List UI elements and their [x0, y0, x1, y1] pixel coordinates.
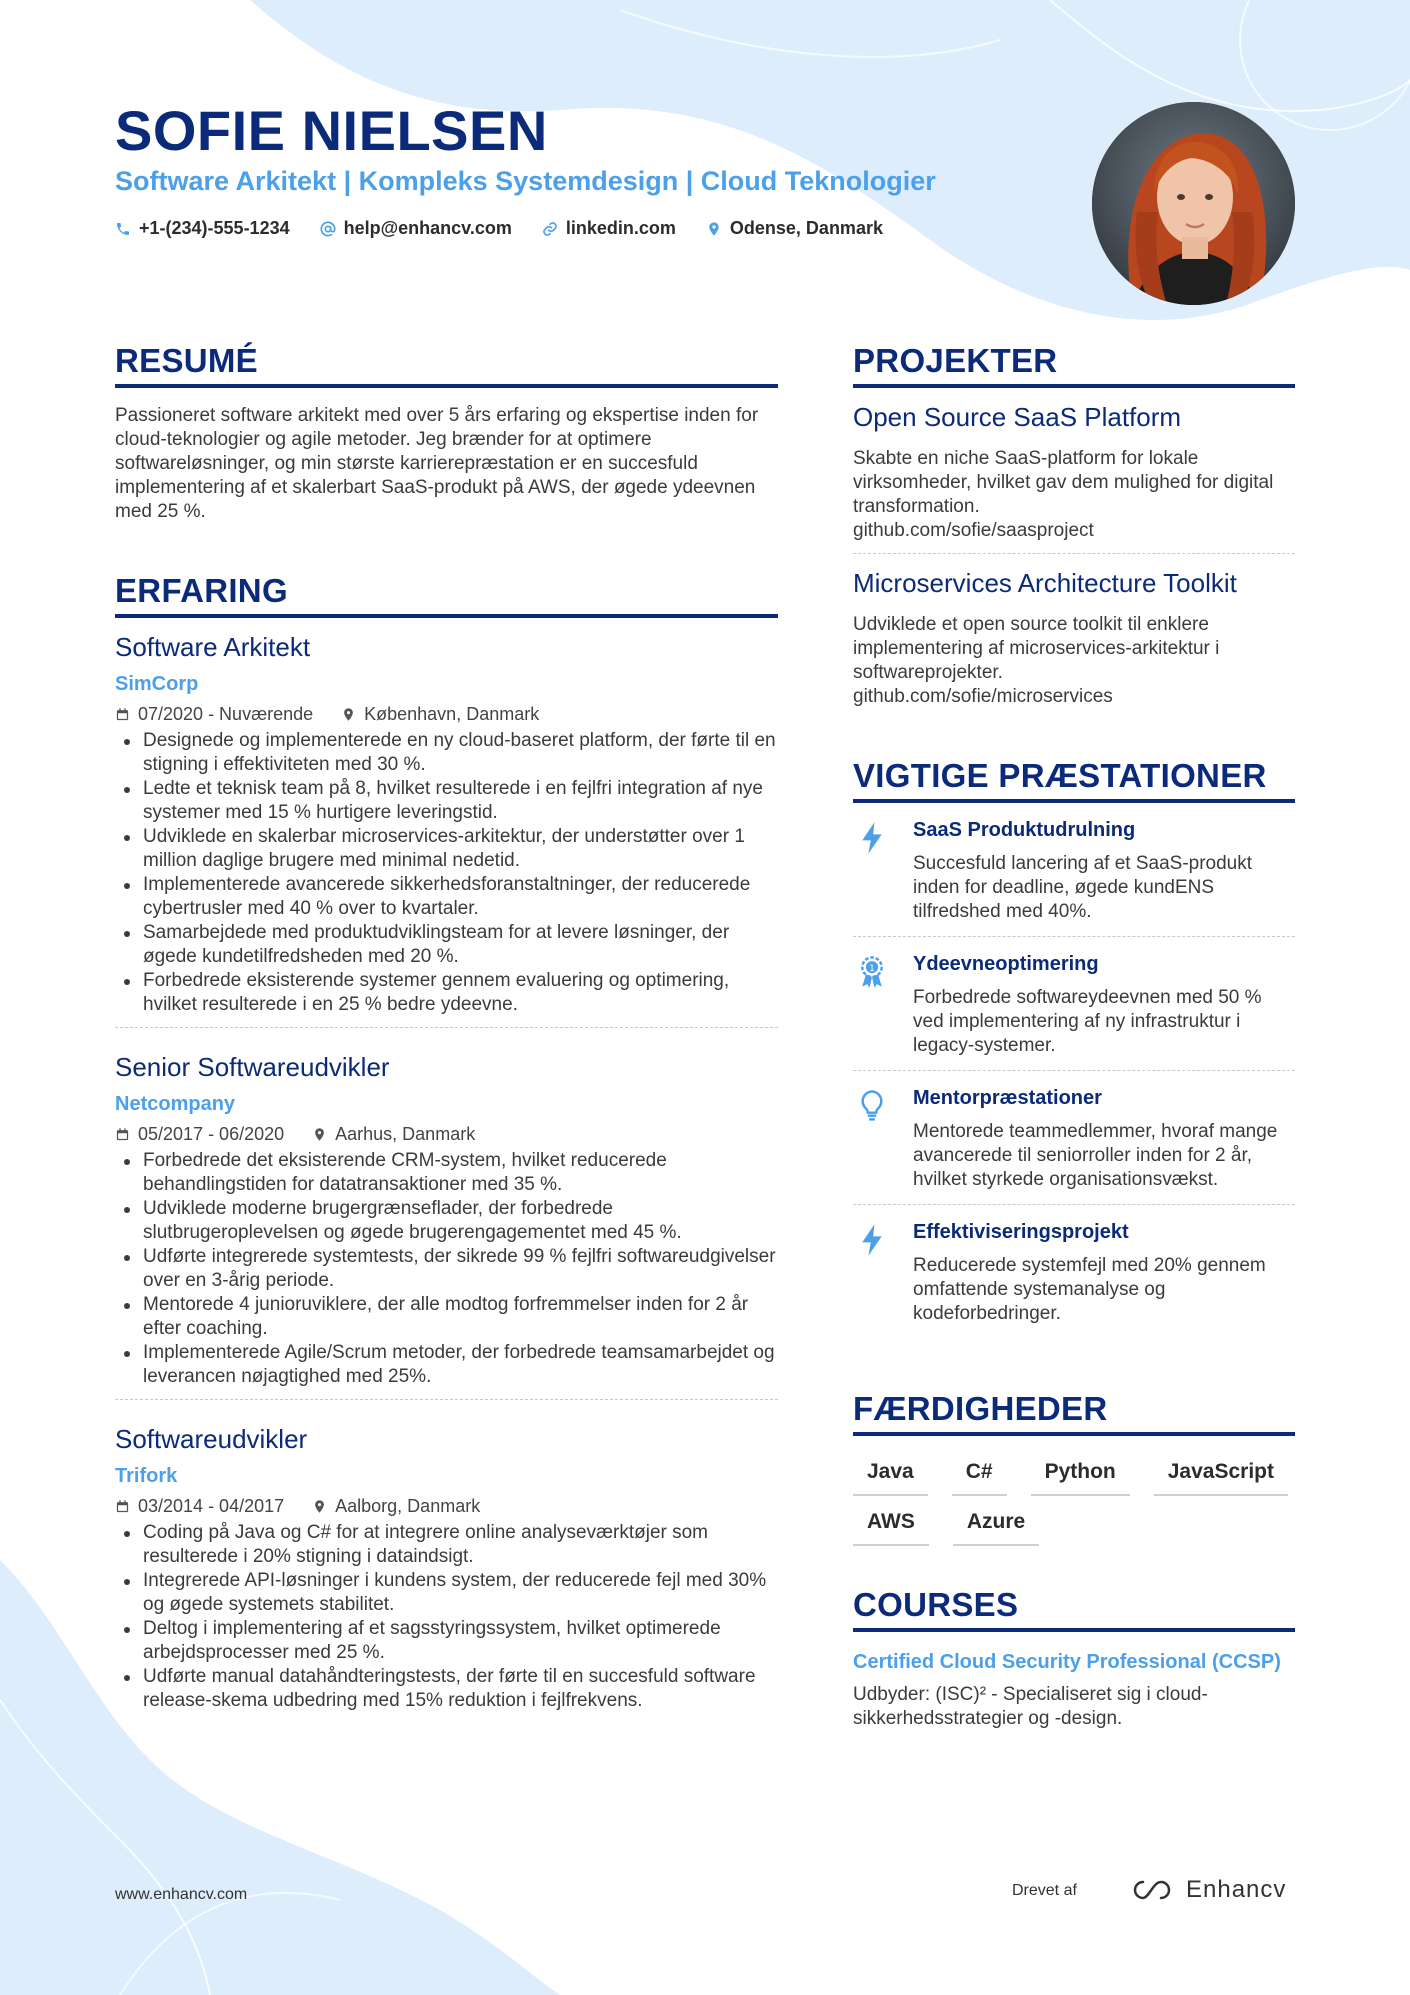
company-name: Netcompany [115, 1093, 236, 1115]
location-pin-icon [706, 221, 722, 237]
job-title: Softwareudvikler [115, 1424, 308, 1454]
at-icon [320, 221, 336, 237]
lightbulb-icon [857, 1089, 887, 1123]
achievement-entry [853, 1071, 1295, 1204]
job-bullet: Udførte manual datahåndteringstests, der førte til en succesfuld software release-skema udbedring med 15% reduktion i fejlfrekvens. [115, 1665, 778, 1713]
achievement-title: Effektiviseringsprojekt [913, 1221, 1129, 1243]
right-column [853, 342, 1295, 1731]
svg-text:1: 1 [869, 963, 875, 974]
project-description: Skabte en niche SaaS-platform for lokale virksomheder, hvilket gav dem mulighed for digital transformation. [853, 448, 1274, 517]
skill-tag: JavaScript [1154, 1456, 1288, 1496]
summary-text: Passioneret software arkitekt med over 5 års erfaring og ekspertise inden for cloud-teknologier og agile metoder. Jeg brænder for at optimere softwareløsninger, og min største karrierepræstation er en succesfuld implementering af et skalerbart SaaS-produkt på AWS, der øgede ydeevnen med 25 %. [115, 405, 759, 522]
skills-heading: FÆRDIGHEDER [853, 1390, 1295, 1436]
skill-tag: Azure [953, 1506, 1039, 1546]
job-title: Software Arkitekt [115, 632, 311, 662]
project-entry [853, 402, 1295, 554]
achievements-heading: VIGTIGE PRÆSTATIONER [853, 757, 1295, 803]
profile-photo [1092, 102, 1295, 305]
course-description: Udbyder: (ISC)² - Specialiseret sig i cloud-sikkerhedsstrategier og -design. [853, 1684, 1208, 1729]
courses-heading: COURSES [853, 1586, 1295, 1632]
achievement-description: Reducerede systemfejl med 20% gennem omfattende systemanalyse og kodeforbedringer. [913, 1255, 1266, 1324]
job-location: Aalborg, Danmark [335, 1496, 481, 1516]
company-name: SimCorp [115, 673, 199, 695]
job-bullet: Samarbejdede med produktudviklingsteam for at levere løsninger, der øgede kundetilfredsheden med 20 %. [115, 921, 778, 969]
enhancv-logo-icon [1130, 1878, 1176, 1902]
lightning-icon [857, 821, 887, 855]
project-entry [853, 568, 1295, 709]
job-bullet: Coding på Java og C# for at integrere online analyseværktøjer som resulterede i 20% stigning i dataindsigt. [115, 1521, 778, 1569]
project-title: Open Source SaaS Platform [853, 402, 1182, 432]
job-entry [115, 1052, 778, 1410]
contact-location [706, 218, 883, 239]
job-title: Senior Softwareudvikler [115, 1052, 390, 1082]
project-title: Microservices Architecture Toolkit [853, 568, 1237, 598]
job-bullets [115, 1149, 778, 1389]
left-column [115, 342, 778, 1723]
job-meta [115, 1124, 778, 1145]
location-pin-icon [312, 1127, 327, 1142]
job-location: København, Danmark [364, 704, 540, 724]
award-icon [857, 955, 887, 989]
achievement-description: Mentorede teammedlemmer, hvoraf mange avancerede til seniorroller inden for 2 år, hvilket styrkede organisationsvækst. [913, 1121, 1278, 1190]
projects-heading: PROJEKTER [853, 342, 1295, 388]
job-dates: 03/2014 - 04/2017 [138, 1496, 285, 1516]
job-bullet: Forbedrede eksisterende systemer gennem evaluering og optimering, hvilket resulterede i en 25 % bedre ydeevne. [115, 969, 778, 1017]
job-dates: 07/2020 - Nuværende [138, 704, 314, 724]
skill-tag: C# [952, 1456, 1007, 1496]
job-bullet: Deltog i implementering af et sagsstyringssystem, hvilket optimerede arbejdsprocesser med 25 %. [115, 1617, 778, 1665]
brand-name: Enhancv [1186, 1876, 1287, 1903]
phone-icon [115, 221, 131, 237]
job-dates: 05/2017 - 06/2020 [138, 1124, 285, 1144]
skill-tag: Java [853, 1456, 928, 1496]
contact-linkedin[interactable] [542, 218, 676, 239]
brand-logo[interactable] [1130, 1876, 1286, 1904]
achievement-description: Succesfuld lancering af et SaaS-produkt inden for deadline, øgede kundENS tilfredshed med 40%. [913, 853, 1253, 922]
email-text: help@enhancv.com [343, 218, 512, 238]
company-name: Trifork [115, 1465, 178, 1487]
project-description: Udviklede et open source toolkit til enklere implementering af microservices-arkitektur i softwareprojekter. [853, 614, 1220, 683]
job-bullet: Implementerede avancerede sikkerhedsforanstaltninger, der reducerede cybertrusler med 40 % over to kvartaler. [115, 873, 778, 921]
job-location: Aarhus, Danmark [335, 1124, 476, 1144]
link-icon [542, 221, 558, 237]
job-bullet: Mentorede 4 junioruviklere, der alle modtog forfremmelser inden for 2 år efter coaching. [115, 1293, 778, 1341]
linkedin-text: linkedin.com [565, 218, 676, 238]
calendar-icon [115, 1127, 130, 1142]
calendar-icon [115, 707, 130, 722]
contact-bar [115, 218, 883, 239]
job-bullets [115, 1521, 778, 1713]
divider [115, 1027, 778, 1028]
contact-email[interactable] [320, 218, 512, 239]
project-link[interactable]: github.com/sofie/microservices [853, 686, 1113, 707]
skill-tag: Python [1031, 1456, 1130, 1496]
job-meta [115, 1496, 778, 1517]
job-bullet: Implementerede Agile/Scrum metoder, der forbedrede teamsamarbejdet og leverancen nøjagtighed med 25%. [115, 1341, 778, 1389]
divider [853, 553, 1295, 554]
skill-tag: AWS [853, 1506, 929, 1546]
achievement-description: Forbedrede softwareydeevnen med 50 % ved implementering af ny infrastruktur i legacy-systemer. [913, 987, 1262, 1056]
location-pin-icon [341, 707, 356, 722]
lightning-icon [857, 1223, 887, 1257]
achievement-title: Ydeevneoptimering [913, 953, 1099, 975]
candidate-headline: Software Arkitekt | Kompleks Systemdesign | Cloud Teknologier [115, 166, 936, 196]
job-bullet: Designede og implementerede en ny cloud-baseret platform, der førte til en stigning i effektiviteten med 30 %. [115, 729, 778, 777]
achievement-title: Mentorpræstationer [913, 1087, 1102, 1109]
project-link[interactable]: github.com/sofie/saasproject [853, 520, 1094, 541]
powered-by-label: Drevet af [1012, 1882, 1077, 1899]
job-meta [115, 704, 778, 725]
contact-phone[interactable] [115, 218, 290, 239]
job-bullet: Integrerede API-løsninger i kundens system, der reducerede fejl med 30% og øgede systemets stabilitet. [115, 1569, 778, 1617]
achievement-title: SaaS Produktudrulning [913, 819, 1136, 841]
job-bullet: Udviklede en skalerbar microservices-arkitektur, der understøtter over 1 million daglige brugere med minimal nedetid. [115, 825, 778, 873]
location-pin-icon [312, 1499, 327, 1514]
achievement-entry [853, 937, 1295, 1070]
skills-list [853, 1456, 1295, 1546]
job-bullets [115, 729, 778, 1017]
course-title: Certified Cloud Security Professional (CCSP) [853, 1651, 1281, 1673]
phone-text: +1-(234)-555-1234 [139, 218, 290, 238]
job-entry [115, 632, 778, 1038]
summary-heading: RESUMÉ [115, 342, 778, 388]
achievement-entry [853, 803, 1295, 936]
achievement-entry [853, 1205, 1295, 1338]
course-entry [853, 1650, 1295, 1731]
location-text: Odense, Danmark [729, 218, 883, 238]
job-bullet: Forbedrede det eksisterende CRM-system, hvilket reducerede behandlingstiden for datatransaktioner med 35 %. [115, 1149, 778, 1197]
experience-heading: ERFARING [115, 572, 778, 618]
calendar-icon [115, 1499, 130, 1514]
job-bullet: Ledte et teknisk team på 8, hvilket resulterede i en fejlfri integration af nye systemer med 15 % hurtigere leveringstid. [115, 777, 778, 825]
divider [115, 1399, 778, 1400]
job-bullet: Udviklede moderne brugergrænseflader, der forbedrede slutbrugeroplevelsen og øgede brugerengagementet med 45 %. [115, 1197, 778, 1245]
job-bullet: Udførte integrerede systemtests, der sikrede 99 % fejlfri softwareudgivelser over en 3-årig periode. [115, 1245, 778, 1293]
job-entry [115, 1424, 778, 1723]
candidate-name: SOFIE NIELSEN [115, 99, 548, 162]
footer-url[interactable]: www.enhancv.com [115, 1886, 248, 1903]
